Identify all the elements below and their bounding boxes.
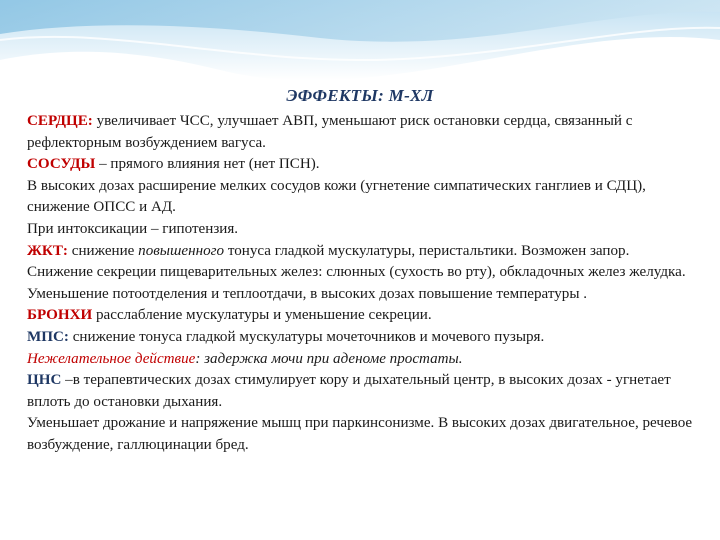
bronchi-label: БРОНХИ <box>27 307 93 324</box>
paragraph-vessels <box>27 154 702 176</box>
gi-label: ЖКТ: <box>27 242 68 259</box>
gi-text-1: снижение <box>67 242 139 259</box>
paragraph-gi <box>27 241 702 263</box>
paragraph-parkinson: Уменьшает дрожание и напряжение мышц при паркинсонизме. В высоких дозах двигательное, речевое возбуждение, галлюцинации бред. <box>27 415 693 453</box>
vessels-text: – прямого влияния нет (нет ПСН). <box>95 156 320 173</box>
heart-text: увеличивает ЧСС, улучшает АВП, уменьшают риск остановки сердца, связанный с рефлекторным возбуждением вагуса. <box>27 113 633 151</box>
gi-text-2: тонуса гладкой мускулатуры, перистальтики. Возможен запор. <box>224 242 630 259</box>
paragraph-heart <box>27 111 702 154</box>
paragraph-cns <box>27 370 702 413</box>
adverse-text: : задержка мочи при аденоме простаты. <box>195 350 463 367</box>
paragraph-adverse <box>27 349 702 371</box>
vessels-label: СОСУДЫ <box>27 156 96 173</box>
paragraph-high-doses: В высоких дозах расширение мелких сосудов кожи (угнетение симпатических ганглиев и СДЦ), снижение ОПСС и АД. <box>27 177 646 216</box>
paragraph-secretion: Снижение секреции пищеварительных желез: слюнных (сухость во рту), обкладочных желез желудка. <box>27 264 686 281</box>
paragraph-intoxication: При интоксикации – гипотензия. <box>27 220 239 237</box>
urinary-label: МПС: <box>27 328 69 345</box>
gi-text-italic: повышенного <box>138 242 225 259</box>
paragraph-bronchi <box>27 305 702 327</box>
slide-content <box>27 111 702 457</box>
bronchi-text: расслабление мускулатуры и уменьшение секреции. <box>92 307 432 324</box>
cns-text: –в терапевтических дозах стимулирует кору и дыхательный центр, в высоких дозах - угнетает вплоть до остановки дыхания. <box>27 372 671 410</box>
paragraph-sweat: Уменьшение потоотделения и теплоотдачи, в высоких дозах повышение температуры . <box>27 285 588 302</box>
cns-label: ЦНС <box>27 372 62 389</box>
urinary-text: снижение тонуса гладкой мускулатуры мочеточников и мочевого пузыря. <box>68 328 545 345</box>
slide-title: ЭФФЕКТЫ: М-ХЛ <box>286 86 434 105</box>
adverse-label: Нежелательное действие <box>27 350 196 367</box>
paragraph-urinary <box>27 327 702 349</box>
heart-label: СЕРДЦЕ: <box>27 113 93 129</box>
